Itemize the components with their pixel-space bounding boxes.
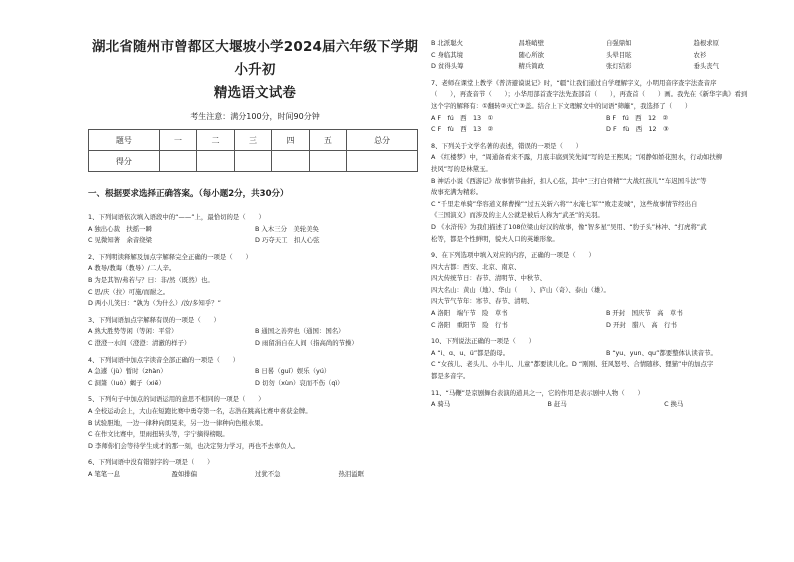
question-line: D 两小儿笑曰：“孰为（为什么）/汝/多知乎？” bbox=[88, 299, 221, 308]
option-text bbox=[694, 308, 782, 320]
option-text bbox=[519, 113, 607, 125]
option-row bbox=[431, 308, 781, 320]
question-line: A 《红楼梦》中，“周通备看来不露，月底丰腐到笑先闻”写的是王熙凤；“闲静如娇花照水，行动如扶柳 bbox=[431, 153, 723, 162]
question-text: 2、下列明读释解及加点字解释完全正确的一项是（ ） bbox=[88, 252, 252, 261]
question-line: C 思/庆（拉）可施/而耐之。 bbox=[88, 287, 170, 296]
question-text: 9、在下列选项中填入对应的内容，正确的一项是（ ） bbox=[431, 251, 595, 260]
question-line: C 在作文比赛中，里雨扭转头等，宇宁摘得榜眼。 bbox=[88, 430, 229, 439]
option-text bbox=[519, 320, 607, 332]
option-text: 精兵简政 bbox=[518, 62, 545, 71]
option-text: D 开封 腊八 高 行书 bbox=[606, 320, 677, 329]
question-line: 故事充满为精彩。 bbox=[431, 188, 483, 197]
option-row bbox=[431, 50, 781, 62]
right-column bbox=[431, 0, 781, 411]
option-text: 垂头丧气 bbox=[693, 62, 720, 71]
option-text: D 贫得头筹 bbox=[431, 62, 464, 71]
option-text bbox=[694, 124, 782, 136]
option-row bbox=[431, 348, 781, 360]
question-text: 3、下列词语加点字解释有误的一项是（ ） bbox=[88, 315, 220, 324]
left-column bbox=[88, 0, 422, 480]
option-text: B 开封 国庆节 高 草书 bbox=[606, 309, 683, 318]
option-text: B 日晷（guǐ）娱乐（yú） bbox=[255, 367, 331, 376]
option-text: C F fù 西 13 ② bbox=[431, 125, 494, 134]
question-text: 7、老师在课堂上教学《普济避谟说记》时，“疆”让我们通过自学理解字义，小明用音序查字法查音序 bbox=[431, 78, 717, 87]
left-questions bbox=[88, 207, 422, 480]
question-text: 5、下列句子中加点的词语运用的意思不相同的一项是（ ） bbox=[88, 395, 265, 404]
option-text bbox=[519, 124, 607, 136]
option-row bbox=[431, 399, 781, 411]
question-text: 10、下列说法正确的一项是（ ） bbox=[431, 337, 535, 346]
question-line: 松等，都是个性鲜明，貌夫人口的英雄形象。 bbox=[431, 234, 559, 243]
option-text: 张灯结彩 bbox=[606, 62, 632, 71]
score-cell[interactable] bbox=[159, 151, 196, 172]
exam-title-line1: 湖北省随州市曾都区大堰坡小学2024届六年级下学期小升初 bbox=[91, 39, 419, 78]
option-text: 趋根求原 bbox=[693, 39, 720, 47]
option-row bbox=[88, 366, 422, 378]
question-line: B 试验胆地，一边一律种向朗晃来，另一边一律种向色根水果。 bbox=[88, 418, 267, 427]
question-line: C “千里走单骑”华容道义释曹操”“过五关斩六将”“水淹七军”“败走麦城”，这些故事情节经出自 bbox=[431, 199, 698, 208]
option-text: A 熟大胜势等闲（等闲：平常） bbox=[88, 327, 178, 336]
question-line: D 李师你们会等待学生成才的那一刻，也决定努力学习，再也不去辜负人。 bbox=[88, 441, 300, 450]
option-text: B 通国之善弈也（通国：国名） bbox=[255, 327, 345, 336]
score-row-label: 得分 bbox=[89, 151, 160, 172]
option-text: 盈如排偏 bbox=[171, 469, 198, 478]
question-text: 4、下列词语中加点字读音全部正确的一项是（ ） bbox=[88, 355, 240, 364]
option-text: B F fú 西 12 ② bbox=[606, 113, 669, 122]
question-line: 四大名山：黄山（地）、华山（ ）、庐山（奇）、泰山（雄）。 bbox=[431, 285, 610, 294]
option-text: D 巧夺天工 扣人心弦 bbox=[255, 236, 320, 245]
option-text: C 洛阳 重阳节 险 行书 bbox=[431, 320, 508, 329]
question-line: C “女孩儿、老头儿、小牛儿、儿童”都要读儿化。D “刚刚、狂风怒号、合情随移、狸猫”中的加点字 bbox=[431, 360, 714, 369]
question-line: 都是多音字。 bbox=[431, 372, 470, 381]
question-text: 8、下列关于文学名著的表述，错误的一项是（ ） bbox=[431, 141, 583, 150]
option-row bbox=[431, 124, 781, 136]
question-text: 6、下列词语中没有错别字的一项是（ ） bbox=[88, 458, 214, 467]
option-text: A F fú 西 13 ① bbox=[431, 113, 494, 122]
score-table-header-cell: 二 bbox=[197, 130, 234, 151]
option-row bbox=[88, 224, 422, 236]
option-text: 热泪溢眶 bbox=[338, 469, 365, 478]
section-heading: 一、根据要求选择正确答案。（每小题2分，共30分） bbox=[88, 189, 289, 199]
option-text: 过犹不急 bbox=[255, 469, 281, 478]
option-text: C 见微知著 余音绕梁 bbox=[88, 236, 153, 245]
option-text: A 骑马 bbox=[431, 400, 451, 409]
option-text: D 雨留涓自在人间（指高尚的节操） bbox=[255, 338, 358, 347]
option-text: 自强鼎如 bbox=[606, 39, 632, 47]
question-line: A 教导/教诲（教导）/二人辛。 bbox=[88, 264, 176, 273]
question-line: B 为是其智/弗若与？曰：非/然（既然）也。 bbox=[88, 275, 214, 284]
option-row bbox=[88, 378, 422, 390]
score-cell[interactable] bbox=[234, 151, 271, 172]
question-line: A 全校运动会上，大山在短跑比赛中勇夺第一名，志浩在跳高比赛中喜获金牌。 bbox=[88, 406, 312, 415]
option-text: B 入木三分 美轮美奂 bbox=[255, 224, 319, 233]
option-text: C 澄澄一水间（澄澄：清澈的样子） bbox=[88, 338, 191, 347]
score-cell[interactable] bbox=[347, 151, 418, 172]
option-text bbox=[519, 308, 607, 320]
option-text: B 北派聪火 bbox=[431, 39, 463, 47]
option-text: B 赶马 bbox=[547, 400, 567, 409]
score-cell[interactable] bbox=[197, 151, 234, 172]
exam-notice: 考生注意：满分100分，时间90分钟 bbox=[190, 112, 320, 121]
exam-title-line2: 精选语文试卷 bbox=[213, 85, 297, 101]
question-line: 四大节气节年：寒节、春节、清明、 bbox=[431, 297, 534, 306]
score-table-header-cell: 四 bbox=[272, 130, 309, 151]
score-table-header-row bbox=[89, 130, 418, 151]
option-text: C 洞箫（luò）蝎子（xiē） bbox=[88, 378, 165, 387]
option-text: 头晕目眩 bbox=[606, 50, 632, 59]
question-line: 扶风”写的是林黛玉。 bbox=[431, 164, 492, 173]
score-table-header-cell: 题号 bbox=[89, 130, 160, 151]
option-row bbox=[88, 326, 422, 338]
question-text: 1、下列词语依次填入语段中的“——”上，最恰切的是（ ） bbox=[88, 213, 265, 221]
option-text: D F fù 西 12 ③ bbox=[606, 125, 669, 134]
option-row bbox=[431, 113, 781, 125]
question-line: 《三国演义》而涉及的主人公就是被后人称为“武圣”的关羽。 bbox=[431, 211, 604, 220]
score-cell[interactable] bbox=[309, 151, 346, 172]
score-table-header-cell: 五 bbox=[309, 130, 346, 151]
question-line: D 《水浒传》为我们描述了108位梁山好汉的故事，像“智多星”吴用、“豹子头”林冲、“打虎将”武 bbox=[431, 222, 707, 231]
option-text: 昌堆峭壁 bbox=[518, 39, 545, 47]
option-text bbox=[694, 113, 782, 125]
option-text: B “yu、yun、qu”都要整体认读音节。 bbox=[606, 348, 717, 357]
option-text: A 独出心裁 扶摇一瞬 bbox=[88, 224, 152, 233]
option-text: 农衫 bbox=[693, 50, 707, 59]
option-text: D 切勿（xùn）哀而不伤（qì） bbox=[255, 378, 344, 387]
option-row bbox=[431, 61, 781, 73]
option-text: A “i、ɑ、u、ü”都是韵母。 bbox=[431, 348, 510, 357]
score-table-header-cell: 总分 bbox=[347, 130, 418, 151]
option-text: C 换马 bbox=[664, 400, 684, 409]
question-line: （ ），再查音节（ ）；小华用部首查字法先查部首（ ），再查首（ ）画。我先在《新华字典》看到 bbox=[431, 90, 748, 99]
option-row bbox=[88, 469, 422, 481]
option-row bbox=[431, 38, 781, 50]
question-line: 这个字的解释有：①翻转②灭亡③盖。结合上下文理解文中的词语“筛籬”，我选择了（ ） bbox=[431, 101, 692, 110]
exam-title bbox=[88, 36, 422, 105]
question-text: 11、“马鞭”是京剧舞台表演的道具之一，它的作用是表示剧中人物（ ） bbox=[431, 388, 644, 397]
question-line: 四大古都：西安、北京、南京、 bbox=[431, 262, 521, 271]
score-table-score-row bbox=[89, 151, 418, 172]
question-line: 四大传统节日：春节、清明节、中秋节、 bbox=[431, 274, 547, 283]
option-text: C 身临其境 bbox=[431, 50, 464, 59]
option-text: 随心所欲 bbox=[518, 50, 545, 59]
option-row bbox=[88, 338, 422, 350]
option-row bbox=[431, 320, 781, 332]
option-text bbox=[694, 320, 782, 332]
score-cell[interactable] bbox=[272, 151, 309, 172]
option-text: A 洛阳 端午节 险 草书 bbox=[431, 309, 508, 318]
option-row bbox=[88, 235, 422, 247]
option-text: A 笔笔一息 bbox=[88, 469, 120, 478]
score-table-header-cell: 一 bbox=[159, 130, 196, 151]
option-text: A 急遽（jù）暂时（zhàn） bbox=[88, 367, 167, 376]
score-table-header-cell: 三 bbox=[234, 130, 271, 151]
question-line: B 神话小说《西游记》故事情节曲折，扣人心弦，其中“三打白骨精”“大战红孩儿”“车迟国斗法”等 bbox=[431, 176, 707, 185]
right-questions bbox=[431, 38, 781, 411]
score-table bbox=[88, 129, 418, 172]
